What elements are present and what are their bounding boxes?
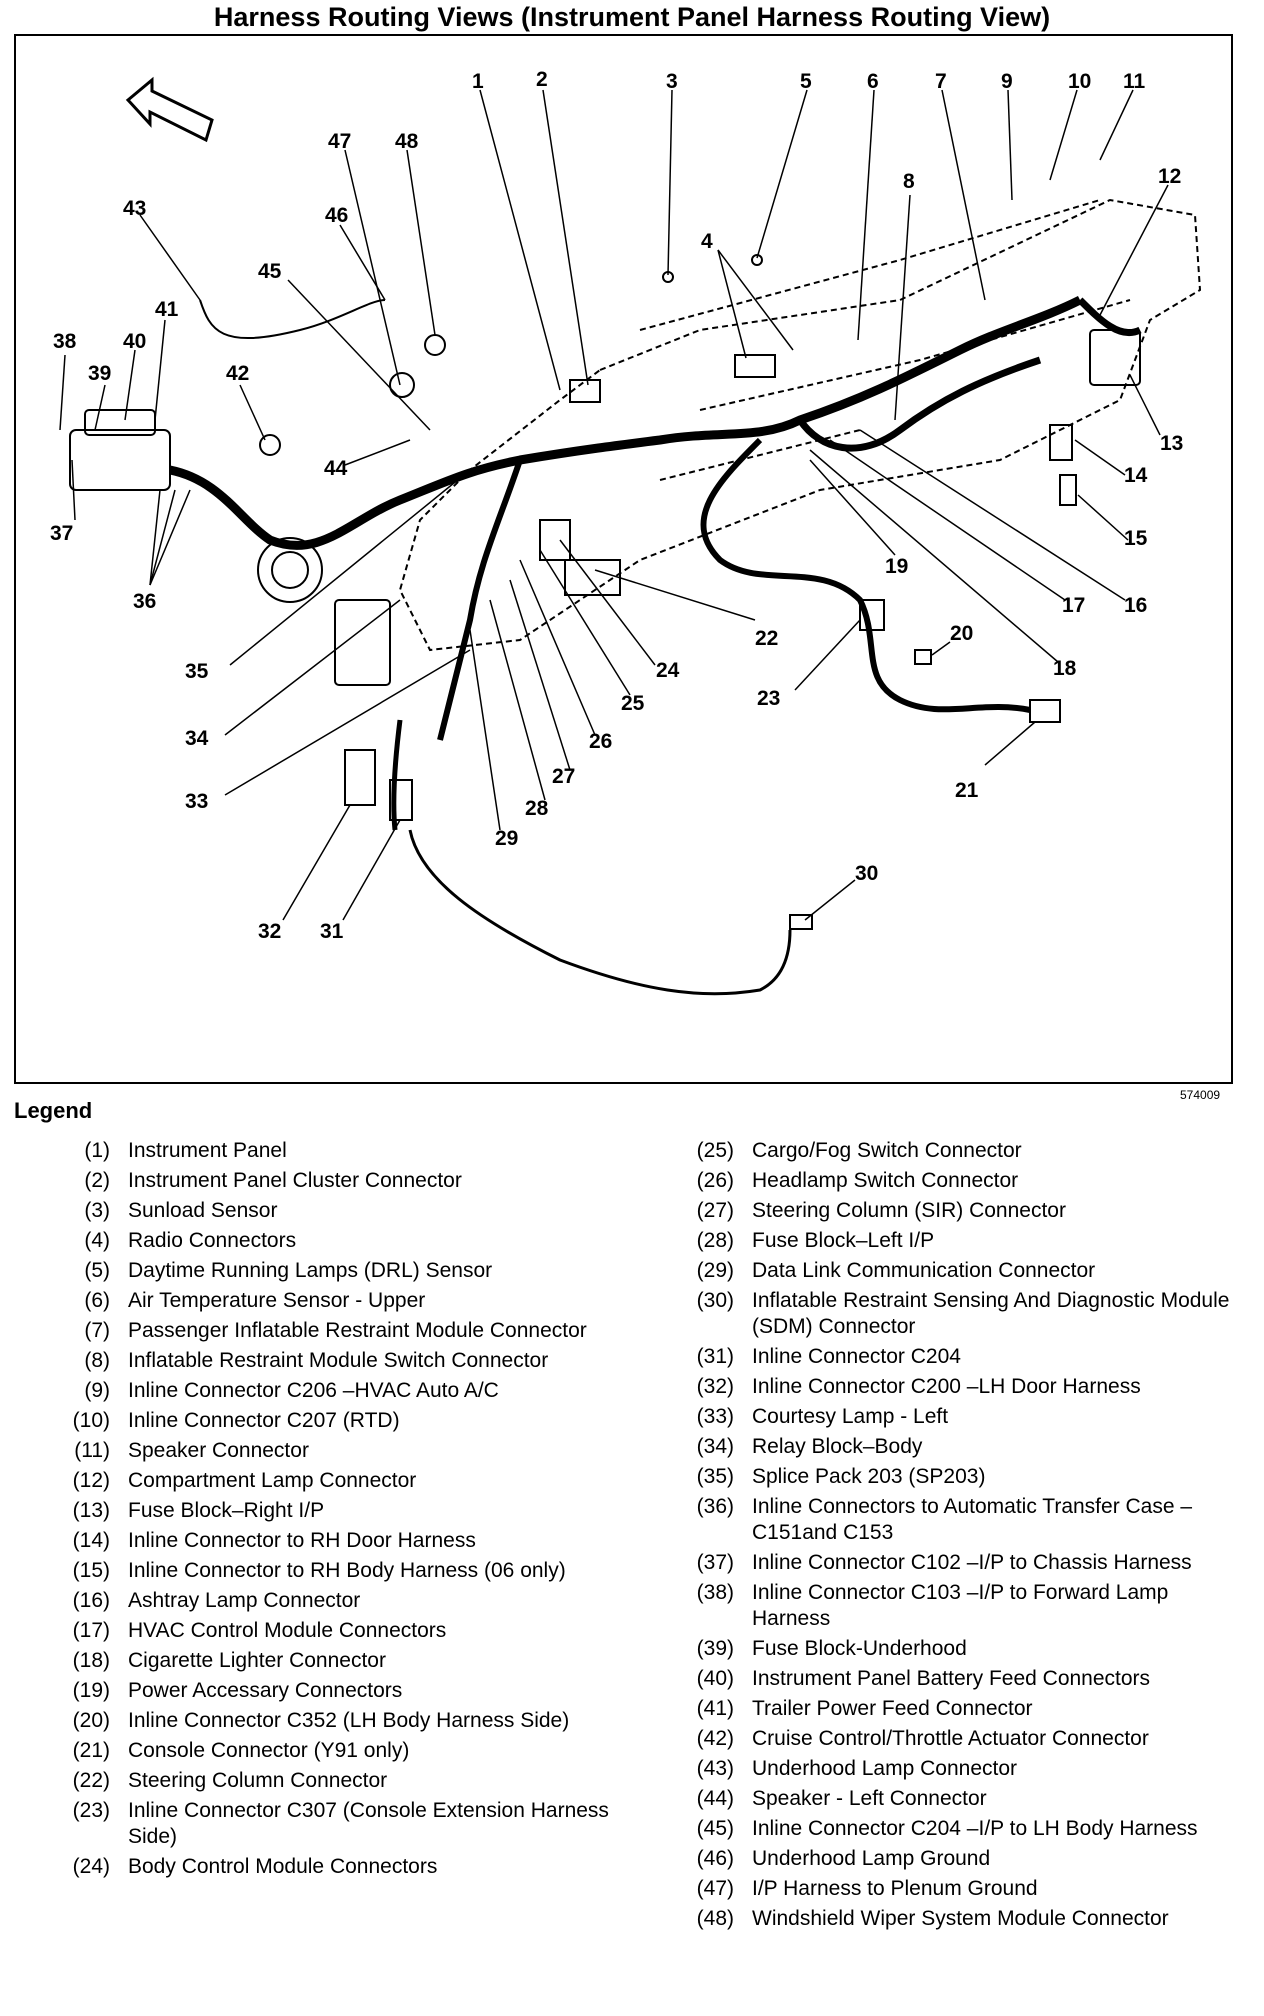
legend-number: (3) (84, 1199, 110, 1222)
legend-entry (44, 1228, 614, 1254)
callout-24: 24 (656, 659, 680, 682)
legend-text: Inflatable Restraint Sensing And Diagnostic Module (SDM) Connector (752, 1289, 1230, 1338)
legend-number: (31) (696, 1345, 734, 1368)
legend-entry (668, 1404, 1238, 1430)
legend-text: Instrument Panel Cluster Connector (128, 1169, 462, 1192)
callout-36: 36 (133, 590, 157, 613)
callout-33: 33 (185, 790, 209, 813)
legend-number: (9) (84, 1379, 110, 1402)
callout-42: 42 (226, 362, 250, 385)
legend-text: Ashtray Lamp Connector (128, 1589, 361, 1612)
callout-3: 3 (666, 70, 678, 93)
legend-entry (668, 1288, 1238, 1340)
callout-44: 44 (324, 457, 348, 480)
callout-7: 7 (935, 70, 947, 93)
callout-21: 21 (955, 779, 979, 802)
legend-number: (33) (696, 1405, 734, 1428)
callout-40: 40 (123, 330, 147, 353)
callout-34: 34 (185, 727, 209, 750)
legend-number: (10) (72, 1409, 110, 1432)
legend-number: (40) (696, 1667, 734, 1690)
radio-connectors (735, 355, 775, 377)
legend-text: Inflatable Restraint Module Switch Connector (128, 1349, 549, 1372)
legend-entry (668, 1168, 1238, 1194)
legend-number: (32) (696, 1375, 734, 1398)
legend-number: (15) (72, 1559, 110, 1582)
legend-number: (38) (696, 1581, 734, 1604)
legend-text: Cargo/Fog Switch Connector (752, 1139, 1022, 1162)
legend-entry (44, 1468, 614, 1494)
legend-heading: Legend (14, 1098, 93, 1123)
legend-text: Power Accessary Connectors (128, 1679, 403, 1702)
legend-text: Air Temperature Sensor - Upper (128, 1289, 426, 1312)
cruise-connector (260, 435, 280, 455)
legend-number: (25) (696, 1139, 734, 1162)
legend-number: (8) (84, 1349, 110, 1372)
callout-6: 6 (867, 70, 879, 93)
legend-number: (26) (696, 1169, 734, 1192)
callout-20: 20 (950, 622, 974, 645)
bcm-connector (540, 520, 570, 560)
legend-number: (5) (84, 1259, 110, 1282)
c200-connector (345, 750, 375, 805)
legend-text: Body Control Module Connectors (128, 1855, 438, 1878)
legend-entry (668, 1550, 1238, 1576)
legend-number: (12) (72, 1469, 110, 1492)
callout-16: 16 (1124, 594, 1148, 617)
callout-17: 17 (1062, 594, 1086, 617)
legend-text: Data Link Communication Connector (752, 1259, 1096, 1282)
legend-entry (44, 1854, 614, 1880)
callout-32: 32 (258, 920, 282, 943)
legend-number: (46) (696, 1847, 734, 1870)
callout-47: 47 (328, 130, 352, 153)
legend-text: Fuse Block-Underhood (752, 1637, 967, 1660)
legend-text: Underhood Lamp Connector (752, 1757, 1018, 1780)
legend-text: Relay Block–Body (752, 1435, 923, 1458)
legend-text: Radio Connectors (128, 1229, 297, 1252)
callout-5: 5 (800, 70, 812, 93)
plenum-ground (390, 373, 414, 397)
legend-entry (44, 1168, 614, 1194)
legend-text: Cruise Control/Throttle Actuator Connector (752, 1727, 1149, 1750)
legend-text: Underhood Lamp Ground (752, 1847, 991, 1870)
main-harness (170, 300, 1080, 545)
legend-text: Splice Pack 203 (SP203) (752, 1465, 986, 1488)
legend-number: (1) (84, 1139, 110, 1162)
legend-text: Inline Connectors to Automatic Transfer Case –C151and C153 (752, 1495, 1193, 1544)
legend-number: (19) (72, 1679, 110, 1702)
legend-text: Inline Connector to RH Body Harness (06 only) (128, 1559, 566, 1582)
legend-number: (36) (696, 1495, 734, 1518)
legend-text: Inline Connector C207 (RTD) (128, 1409, 400, 1432)
legend-text: Steering Column (SIR) Connector (752, 1199, 1066, 1222)
legend-entry (44, 1558, 614, 1584)
direction-arrow-icon (128, 80, 212, 140)
fuse-block-right (1090, 330, 1140, 385)
legend-text: Compartment Lamp Connector (128, 1469, 417, 1492)
legend-entry (668, 1666, 1238, 1692)
legend-entry (668, 1464, 1238, 1490)
callout-39: 39 (88, 362, 112, 385)
callout-48: 48 (395, 130, 419, 153)
legend-entry (44, 1198, 614, 1224)
legend-entry (668, 1494, 1238, 1546)
legend-entry (44, 1378, 614, 1404)
sdm-harness (410, 830, 790, 994)
legend-text: Instrument Panel (128, 1139, 287, 1162)
legend-entry (668, 1906, 1238, 1932)
legend-entry (668, 1434, 1238, 1460)
legend-text: Inline Connector C204 (752, 1345, 961, 1368)
legend-entry (668, 1258, 1238, 1284)
legend-entry (668, 1726, 1238, 1752)
legend-entry (668, 1198, 1238, 1224)
fuse-block-underhood-cover (85, 410, 155, 435)
wiper-connector (425, 335, 445, 355)
callout-45: 45 (258, 260, 282, 283)
legend-entry (44, 1738, 614, 1764)
legend-entry (44, 1138, 614, 1164)
legend-entry (668, 1846, 1238, 1872)
harness-branch-console (703, 440, 1030, 710)
callout-19: 19 (885, 555, 909, 578)
callout-46: 46 (325, 204, 349, 227)
callout-22: 22 (755, 627, 779, 650)
legend-number: (20) (72, 1709, 110, 1732)
c352-connector (915, 650, 931, 664)
legend-number: (44) (696, 1787, 734, 1810)
legend-entry (668, 1636, 1238, 1662)
figure-id: 574009 (1180, 1088, 1221, 1102)
callout-28: 28 (525, 797, 549, 820)
legend-entry (44, 1708, 614, 1734)
callout-41: 41 (155, 298, 179, 321)
legend-entry (44, 1438, 614, 1464)
legend-text: Windshield Wiper System Module Connector (752, 1907, 1169, 1930)
legend-text: I/P Harness to Plenum Ground (752, 1877, 1038, 1900)
legend-number: (2) (84, 1169, 110, 1192)
callout-13: 13 (1160, 432, 1184, 455)
harness-branch-door (394, 720, 400, 830)
legend-number: (14) (72, 1529, 110, 1552)
legend-text: HVAC Control Module Connectors (128, 1619, 447, 1642)
callout-23: 23 (757, 687, 781, 710)
callout-43: 43 (123, 197, 147, 220)
legend-number: (43) (696, 1757, 734, 1780)
legend-text: Courtesy Lamp - Left (752, 1405, 949, 1428)
legend-number: (28) (696, 1229, 734, 1252)
callout-4: 4 (701, 230, 713, 253)
legend-number: (23) (72, 1799, 110, 1822)
legend-entry (668, 1344, 1238, 1370)
callout-29: 29 (495, 827, 519, 850)
legend-entry (44, 1498, 614, 1524)
callout-25: 25 (621, 692, 645, 715)
legend-number: (13) (72, 1499, 110, 1522)
legend-number: (37) (696, 1551, 734, 1574)
legend-number: (29) (696, 1259, 734, 1282)
legend-entry (668, 1374, 1238, 1400)
fuse-block-underhood (70, 430, 170, 490)
legend-entry (44, 1798, 614, 1850)
console-connector (1030, 700, 1060, 722)
callout-15: 15 (1124, 527, 1148, 550)
legend-number: (45) (696, 1817, 734, 1840)
callout-11: 11 (1123, 70, 1146, 93)
legend-number: (27) (696, 1199, 734, 1222)
legend-number: (42) (696, 1727, 734, 1750)
legend-number: (16) (72, 1589, 110, 1612)
callout-37: 37 (50, 522, 74, 545)
legend-entry (668, 1876, 1238, 1902)
legend-text: Daytime Running Lamps (DRL) Sensor (128, 1259, 493, 1282)
legend-text: Instrument Panel Battery Feed Connectors (752, 1667, 1151, 1690)
legend-text: Fuse Block–Right I/P (128, 1499, 325, 1522)
callout-9: 9 (1001, 70, 1013, 93)
legend-number: (34) (696, 1435, 734, 1458)
legend-number: (6) (84, 1289, 110, 1312)
legend-entry (44, 1678, 614, 1704)
legend-entry (668, 1580, 1238, 1632)
legend-text: Trailer Power Feed Connector (752, 1697, 1033, 1720)
legend-text: Cigarette Lighter Connector (128, 1649, 386, 1672)
legend-text: Fuse Block–Left I/P (752, 1229, 935, 1252)
legend-entry (44, 1528, 614, 1554)
cluster-connector (570, 380, 600, 402)
legend-text: Inline Connector C206 –HVAC Auto A/C (128, 1379, 499, 1402)
legend-text: Speaker Connector (128, 1439, 309, 1462)
legend-number: (48) (696, 1907, 734, 1930)
legend-text: Steering Column Connector (128, 1769, 388, 1792)
legend-entry (44, 1648, 614, 1674)
legend-entry (668, 1756, 1238, 1782)
legend-number: (41) (696, 1697, 734, 1720)
callout-27: 27 (552, 765, 576, 788)
legend-text: Headlamp Switch Connector (752, 1169, 1019, 1192)
legend-text: Sunload Sensor (128, 1199, 278, 1222)
legend-entry (668, 1138, 1238, 1164)
legend-text: Inline Connector C204 –I/P to LH Body Harness (752, 1817, 1198, 1840)
callout-38: 38 (53, 330, 77, 353)
callout-8: 8 (903, 170, 915, 193)
callout-2: 2 (536, 68, 548, 91)
legend-entry (668, 1696, 1238, 1722)
legend-number: (24) (72, 1855, 110, 1878)
legend-entry (44, 1258, 614, 1284)
legend-entry (44, 1288, 614, 1314)
callout-35: 35 (185, 660, 209, 683)
legend-text: Inline Connector C352 (LH Body Harness Side) (128, 1709, 570, 1732)
legend-text: Passenger Inflatable Restraint Module Connector (128, 1319, 587, 1342)
callout-14: 14 (1124, 464, 1148, 487)
legend-number: (22) (72, 1769, 110, 1792)
legend-text: Speaker - Left Connector (752, 1787, 987, 1810)
callout-12: 12 (1158, 165, 1182, 188)
legend-number: (47) (696, 1877, 734, 1900)
callout-10: 10 (1068, 70, 1092, 93)
legend-entry (668, 1786, 1238, 1812)
legend-text: Inline Connector to RH Door Harness (128, 1529, 476, 1552)
legend-column-right (668, 1138, 1238, 1936)
legend-number: (17) (72, 1619, 110, 1642)
callout-31: 31 (320, 920, 344, 943)
legend-number: (4) (84, 1229, 110, 1252)
legend-number: (7) (84, 1319, 110, 1342)
steering-column-connector (565, 560, 620, 595)
grommet-inner (272, 552, 308, 588)
legend-text: Inline Connector C307 (Console Extension Harness Side) (128, 1799, 609, 1848)
legend-entry (668, 1228, 1238, 1254)
legend-text: Console Connector (Y91 only) (128, 1739, 410, 1762)
legend-text: Inline Connector C200 –LH Door Harness (752, 1375, 1141, 1398)
legend-entry (44, 1408, 614, 1434)
legend-text: Inline Connector C103 –I/P to Forward Lamp Harness (752, 1581, 1169, 1630)
legend-number: (18) (72, 1649, 110, 1672)
legend-entry (44, 1768, 614, 1794)
callout-26: 26 (589, 730, 613, 753)
legend-entry (44, 1618, 614, 1644)
fuse-block-left (335, 600, 390, 685)
legend-entry (44, 1318, 614, 1344)
underhood-lamp-lead (200, 300, 385, 338)
legend-number: (35) (696, 1465, 734, 1488)
legend-number: (11) (74, 1439, 110, 1462)
callout-30: 30 (855, 862, 879, 885)
rh-body-connector (1060, 475, 1076, 505)
legend-number: (30) (696, 1289, 734, 1312)
legend-number: (21) (72, 1739, 110, 1762)
page-title: Harness Routing Views (Instrument Panel Harness Routing View) (213, 2, 1051, 32)
legend-entry (668, 1816, 1238, 1842)
legend-entry (44, 1348, 614, 1374)
callout-18: 18 (1053, 657, 1077, 680)
legend-number: (39) (696, 1637, 734, 1660)
legend-column-left (44, 1138, 614, 1884)
callout-1: 1 (472, 70, 484, 93)
legend-text: Inline Connector C102 –I/P to Chassis Harness (752, 1551, 1192, 1574)
legend-entry (44, 1588, 614, 1614)
